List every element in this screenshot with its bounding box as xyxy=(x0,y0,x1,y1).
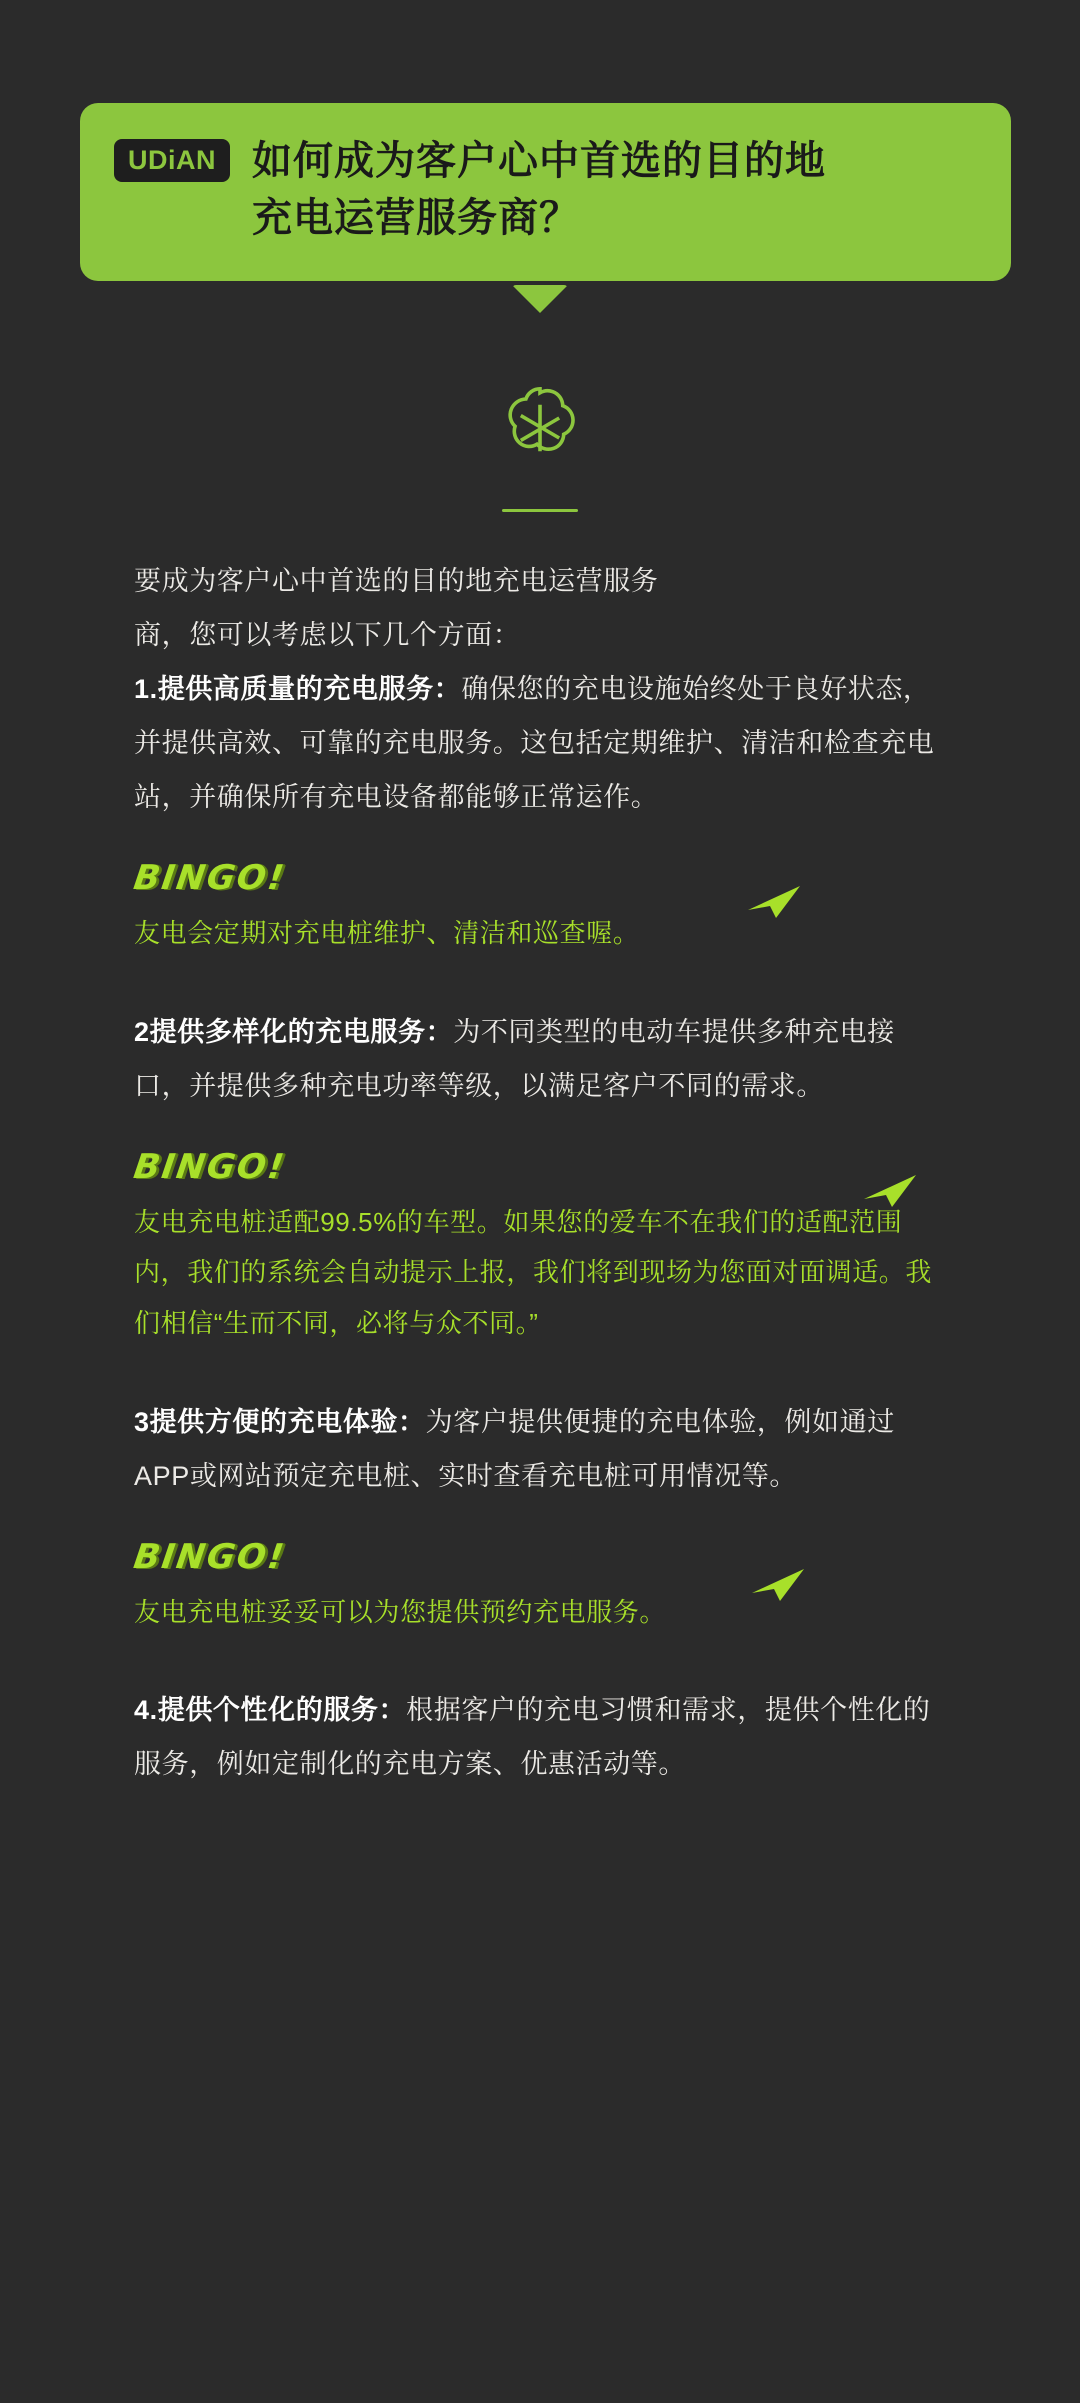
openai-logo-icon xyxy=(492,380,588,481)
item-1-text: 确保您的充电设施始终处于良好状态，并提供高效、可靠的充电服务。这包括定期维护、清洁和检查充电站，并确保所有充电设备都能够正常运作。 xyxy=(134,674,935,812)
intro-line-1: 要成为客户心中首选的目的地充电运营服务 xyxy=(134,566,659,596)
openai-mark-wrap xyxy=(134,380,946,512)
bingo-block-2 xyxy=(131,1146,946,1349)
item-1-heading: 1.提供高质量的充电服务： xyxy=(134,674,462,704)
item-2 xyxy=(134,1005,946,1113)
bingo-label-1: BINGO! xyxy=(131,858,289,898)
bingo-text-2: 友电充电桩适配99.5%的车型。如果您的爱车不在我们的适配范围内，我们的系统会自动提示上报，我们将到现场为您面对面调适。我们相信“生而不同，必将与众不同。” xyxy=(134,1206,933,1339)
page-title-line-2: 充电运营服务商？ xyxy=(252,195,580,240)
bingo-block-1 xyxy=(131,858,946,959)
item-4 xyxy=(134,1683,946,1791)
item-4-heading: 4.提供个性化的服务： xyxy=(134,1695,407,1726)
item-3-text: 为客户提供便捷的充电体验，例如通过APP或网站预定充电桩、实时查看充电桩可用情况等。 xyxy=(134,1406,895,1491)
item-2-text: 为不同类型的电动车提供多种充电接口，并提供多种充电功率等级，以满足客户不同的需求。 xyxy=(134,1016,895,1101)
item-1 xyxy=(134,662,946,824)
item-4-text: 根据客户的充电习惯和需求，提供个性化的服务，例如定制化的充电方案、优惠活动等。 xyxy=(134,1695,931,1780)
content-body xyxy=(98,165,982,1831)
page-title-line-1: 如何成为客户心中首选的目的地 xyxy=(252,139,826,183)
bingo-label-2: BINGO! xyxy=(131,1146,289,1187)
udian-logo-text: UDiAN xyxy=(128,145,216,175)
item-2-heading: 2提供多样化的充电服务： xyxy=(134,1016,454,1047)
item-3 xyxy=(134,1395,946,1503)
bingo-block-3 xyxy=(131,1536,946,1638)
bingo-text-3: 友电充电桩妥妥可以为您提供预约充电服务。 xyxy=(134,1596,667,1627)
mark-divider xyxy=(502,509,578,512)
item-3-heading: 3提供方便的充电体验： xyxy=(134,1406,426,1437)
intro-line-2: 商，您可以考虑以下几个方面： xyxy=(134,620,521,650)
bingo-text-1: 友电会定期对充电桩维护、清洁和巡查喔。 xyxy=(134,918,640,948)
bingo-label-3: BINGO! xyxy=(131,1536,289,1577)
